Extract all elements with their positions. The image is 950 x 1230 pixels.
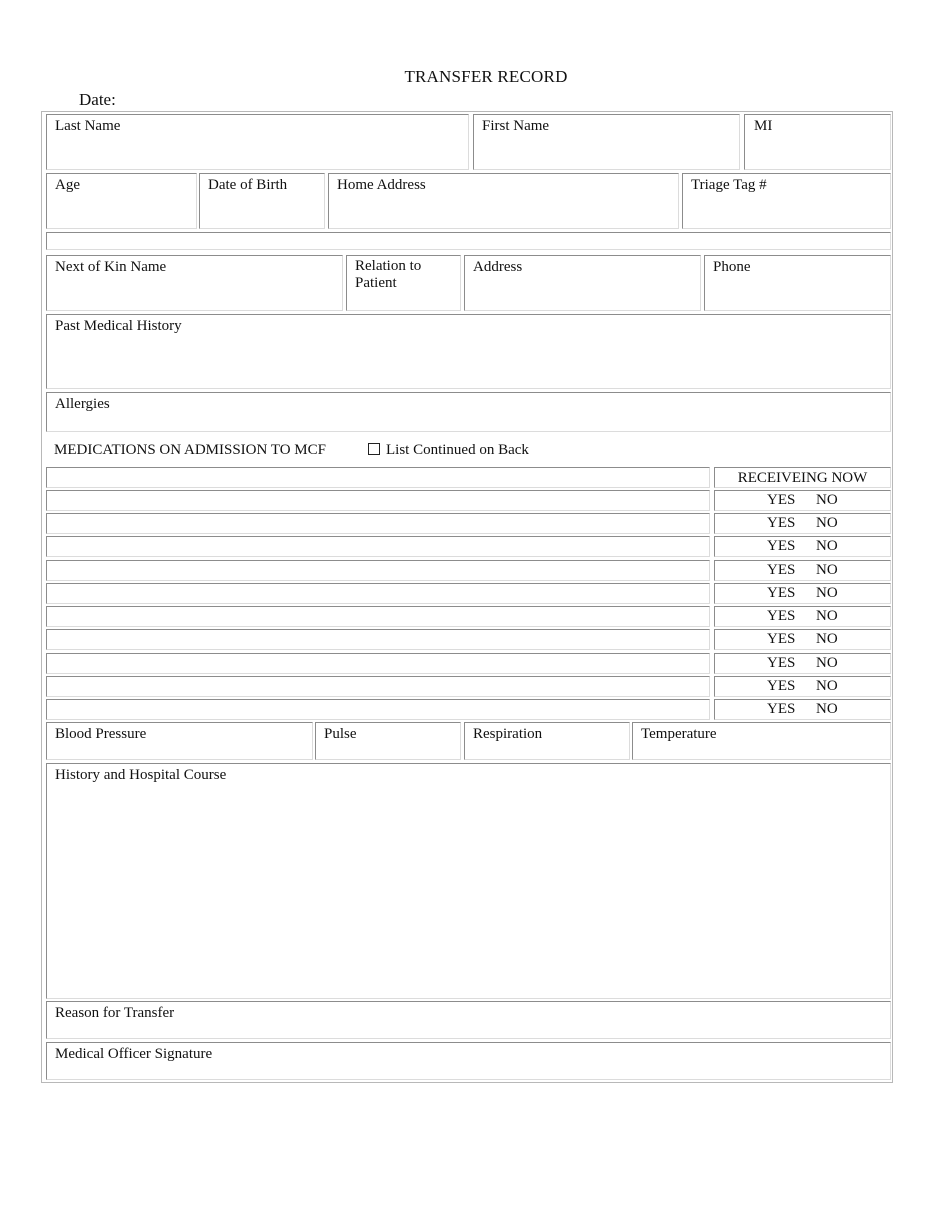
no-option[interactable]: NO: [816, 701, 838, 717]
medication-row[interactable]: [46, 629, 710, 650]
pulse-label: Pulse: [324, 726, 357, 742]
no-option[interactable]: NO: [816, 631, 838, 647]
kin-phone-label: Phone: [713, 259, 751, 275]
receiving-yes-no[interactable]: [714, 629, 891, 650]
dob-field[interactable]: [199, 173, 325, 229]
medication-row[interactable]: [46, 653, 710, 674]
no-option[interactable]: NO: [816, 655, 838, 671]
medication-row[interactable]: [46, 490, 710, 511]
history-course-label: History and Hospital Course: [55, 767, 227, 783]
triage-tag-label: Triage Tag #: [691, 177, 767, 193]
receiving-yes-no[interactable]: [714, 536, 891, 557]
date-label: Date:: [79, 90, 116, 109]
yes-option[interactable]: YES: [767, 492, 796, 508]
triage-tag-field[interactable]: [682, 173, 891, 229]
home-address-label: Home Address: [337, 177, 426, 193]
receiving-yes-no[interactable]: [714, 490, 891, 511]
yes-option[interactable]: YES: [767, 515, 796, 531]
no-option[interactable]: NO: [816, 608, 838, 624]
pulse-field[interactable]: [315, 722, 461, 760]
temperature-label: Temperature: [641, 726, 717, 742]
signature-label: Medical Officer Signature: [55, 1046, 213, 1062]
past-medical-history-field[interactable]: [46, 314, 891, 389]
list-continued-checkbox[interactable]: [368, 442, 529, 459]
last-name-label: Last Name: [55, 118, 121, 134]
checkbox-icon[interactable]: [368, 443, 380, 455]
reason-for-transfer-label: Reason for Transfer: [55, 1005, 175, 1021]
reason-for-transfer-field[interactable]: [46, 1001, 891, 1039]
signature-field[interactable]: [46, 1042, 891, 1080]
medication-row[interactable]: [46, 513, 710, 534]
blood-pressure-field[interactable]: [46, 722, 313, 760]
respiration-field[interactable]: [464, 722, 630, 760]
next-of-kin-label: Next of Kin Name: [55, 259, 167, 275]
no-option[interactable]: NO: [816, 562, 838, 578]
allergies-label: Allergies: [55, 396, 110, 412]
medication-row[interactable]: [46, 467, 710, 488]
respiration-label: Respiration: [473, 726, 543, 742]
kin-address-label: Address: [473, 259, 523, 275]
relation-label-line1: Relation to: [355, 258, 422, 274]
no-option[interactable]: NO: [816, 585, 838, 601]
next-of-kin-field[interactable]: [46, 255, 343, 311]
medication-row[interactable]: [46, 583, 710, 604]
last-name-field[interactable]: [46, 114, 469, 170]
no-option[interactable]: NO: [816, 538, 838, 554]
page-title: TRANSFER RECORD: [404, 67, 568, 86]
list-continued-label: List Continued on Back: [386, 442, 529, 458]
blood-pressure-label: Blood Pressure: [55, 726, 147, 742]
receiving-now-header: [714, 467, 891, 488]
spacer-row: [46, 232, 891, 250]
dob-label: Date of Birth: [208, 177, 288, 193]
medication-row[interactable]: [46, 699, 710, 720]
yes-option[interactable]: YES: [767, 631, 796, 647]
receiving-now-label: RECEIVEING NOW: [737, 470, 868, 486]
home-address-field[interactable]: [328, 173, 679, 229]
receiving-yes-no[interactable]: [714, 653, 891, 674]
receiving-yes-no[interactable]: [714, 676, 891, 697]
receiving-yes-no[interactable]: [714, 606, 891, 627]
receiving-yes-no[interactable]: [714, 583, 891, 604]
medication-row[interactable]: [46, 676, 710, 697]
medication-row[interactable]: [46, 560, 710, 581]
kin-address-field[interactable]: [464, 255, 701, 311]
temperature-field[interactable]: [632, 722, 891, 760]
no-option[interactable]: NO: [816, 492, 838, 508]
first-name-field[interactable]: [473, 114, 740, 170]
mi-label: MI: [754, 118, 773, 134]
yes-option[interactable]: YES: [767, 585, 796, 601]
history-course-field[interactable]: [46, 763, 891, 999]
medications-heading: MEDICATIONS ON ADMISSION TO MCF: [54, 442, 326, 458]
receiving-yes-no[interactable]: [714, 699, 891, 720]
yes-option[interactable]: YES: [767, 701, 796, 717]
relation-label: [355, 258, 421, 292]
no-option[interactable]: NO: [816, 515, 838, 531]
past-medical-history-label: Past Medical History: [55, 318, 182, 334]
relation-field[interactable]: [346, 255, 461, 311]
no-option[interactable]: NO: [816, 678, 838, 694]
yes-option[interactable]: YES: [767, 562, 796, 578]
yes-option[interactable]: YES: [767, 655, 796, 671]
age-label: Age: [55, 177, 80, 193]
medication-row[interactable]: [46, 536, 710, 557]
receiving-yes-no[interactable]: [714, 513, 891, 534]
yes-option[interactable]: YES: [767, 538, 796, 554]
age-field[interactable]: [46, 173, 197, 229]
first-name-label: First Name: [482, 118, 550, 134]
yes-option[interactable]: YES: [767, 678, 796, 694]
relation-label-line2: Patient: [355, 275, 397, 291]
medication-row[interactable]: [46, 606, 710, 627]
kin-phone-field[interactable]: [704, 255, 891, 311]
receiving-yes-no[interactable]: [714, 560, 891, 581]
allergies-field[interactable]: [46, 392, 891, 432]
yes-option[interactable]: YES: [767, 608, 796, 624]
mi-field[interactable]: [744, 114, 891, 170]
